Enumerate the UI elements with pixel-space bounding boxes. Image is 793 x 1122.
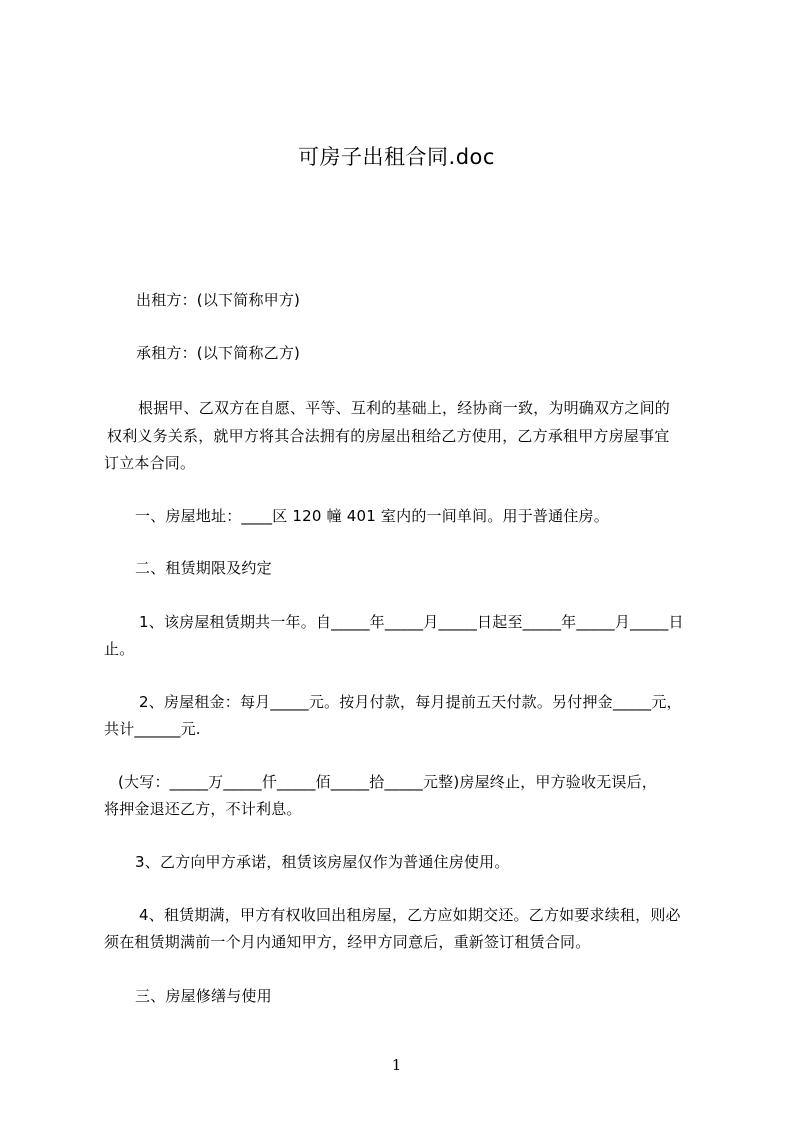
preamble-line-1: 根据甲、乙双方在自愿、平等、互利的基础上，经协商一致，为明确双方之间的 [138, 399, 671, 417]
preamble-line-2: 权利义务关系，就甲方将其合法拥有的房屋出租给乙方使用，乙方承租甲方房屋事宜 [107, 427, 670, 445]
lessor-line: 出租方：(以下简称甲方) [136, 291, 301, 309]
section-1-address: 一、房屋地址：____区 120 幢 401 室内的一间单间。用于普通住房。 [135, 507, 609, 525]
clause-4-line-1: 4、租赁期满，甲方有权收回出租房屋，乙方应如期交还。乙方如要求续租，则必 [139, 906, 681, 924]
document-title: 可房子出租合同.doc [298, 145, 495, 169]
clause-1-line-1: 1、该房屋租赁期共一年。自_____年_____月_____日起至_____年_____月_____日 [139, 613, 684, 631]
clause-1-line-2: 止。 [104, 640, 135, 658]
section-2-heading: 二、租赁期限及约定 [135, 559, 272, 577]
clause-2-line-1: 2、房屋租金：每月_____元。按月付款，每月提前五天付款。另付押金_____元， [139, 693, 682, 711]
clause-4-line-2: 须在租赁期满前一个月内通知甲方，经甲方同意后，重新签订租赁合同。 [104, 933, 591, 951]
page-number: 1 [391, 1056, 402, 1074]
amount-in-words-line-2: 将押金退还乙方，不计利息。 [104, 800, 302, 818]
amount-in-words-line-1: (大写：_____万_____仟_____佰_____拾_____元整)房屋终止，甲方验收无误后， [118, 773, 658, 791]
lessee-line: 承租方：(以下简称乙方) [136, 344, 301, 362]
clause-3: 3、乙方向甲方承诺，租赁该房屋仅作为普通住房使用。 [135, 853, 510, 871]
section-3-heading: 三、房屋修缮与使用 [135, 987, 272, 1005]
clause-2-line-2: 共计______元. [104, 720, 201, 738]
preamble-line-3: 订立本合同。 [104, 454, 196, 472]
